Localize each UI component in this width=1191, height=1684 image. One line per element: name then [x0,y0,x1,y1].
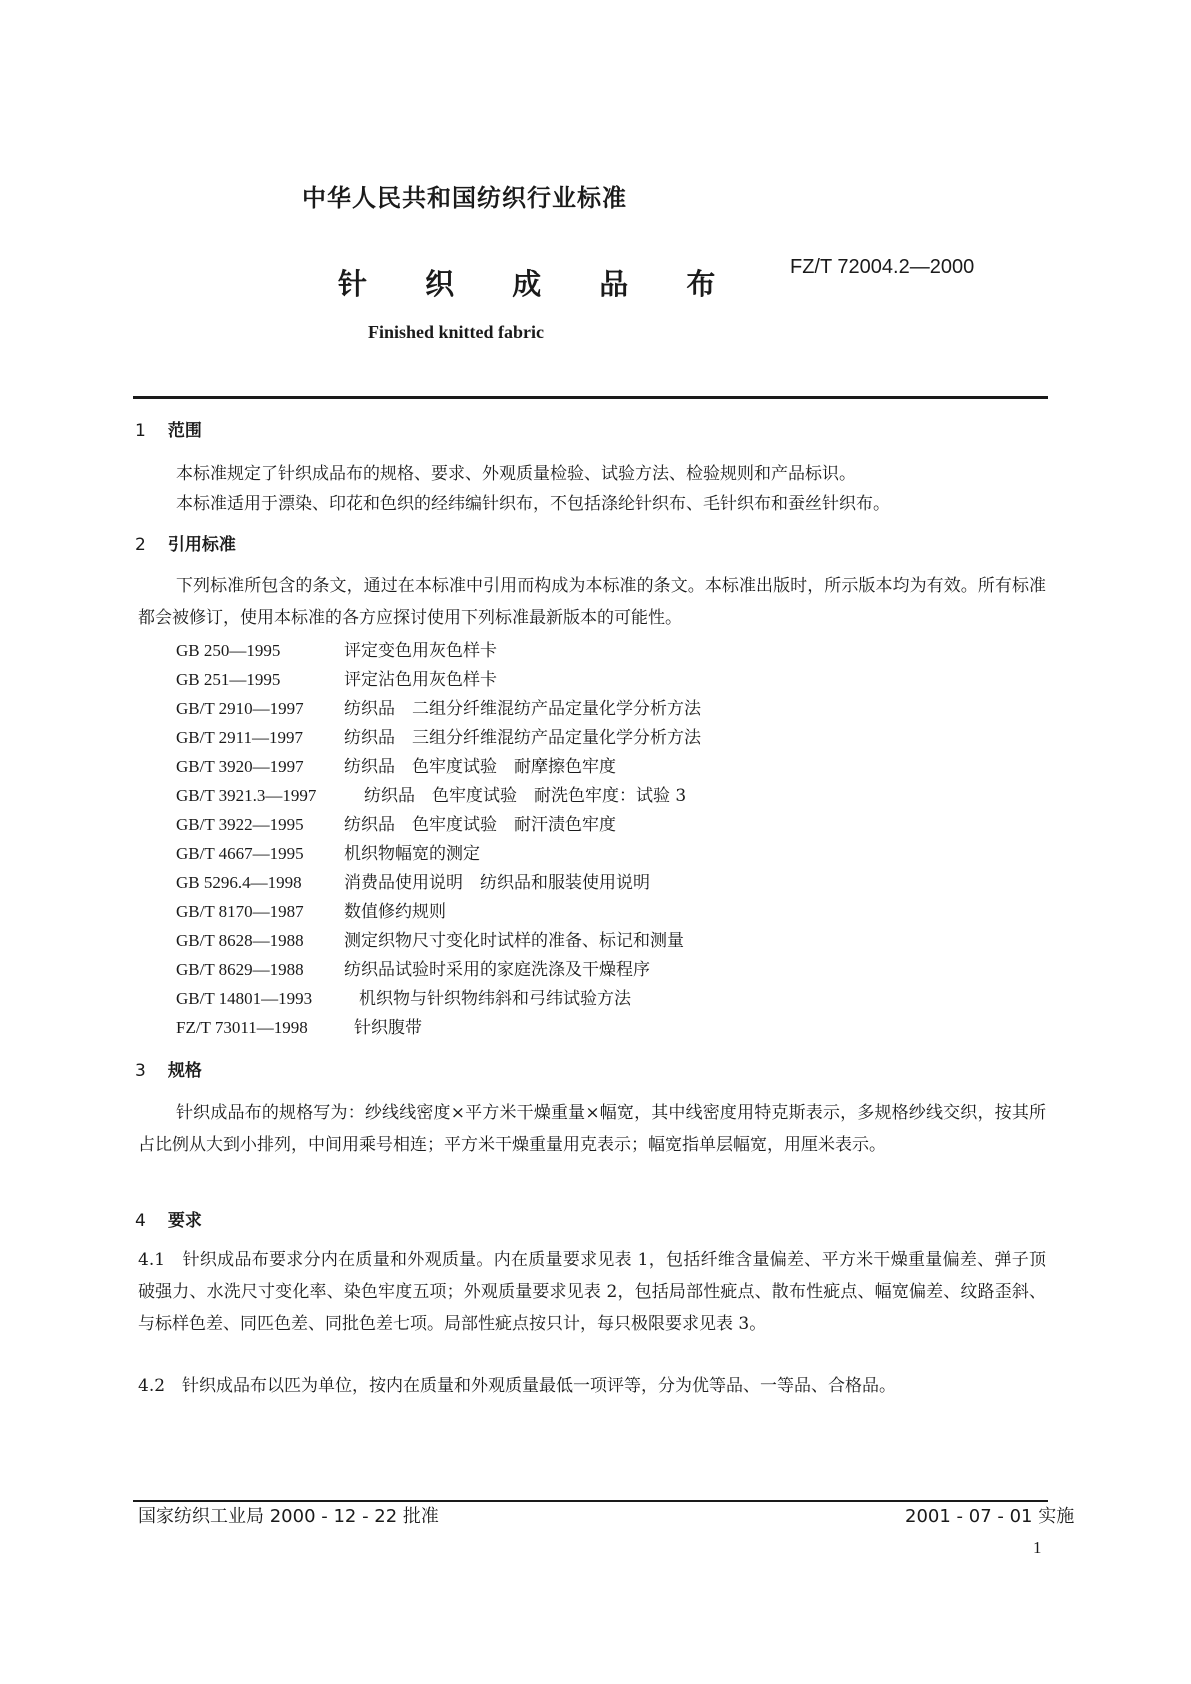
ref-title: 机织物与针织物纬斜和弓纬试验方法 [359,989,631,1009]
ref-title: 纺织品 二组分纤维混纺产品定量化学分析方法 [344,699,701,719]
reference-item [176,665,497,690]
header-divider [133,396,1048,399]
section-number: 3 [135,1061,146,1081]
paragraph: 本标准适用于漂染、印花和色织的经纬编针织布，不包括涤纶针织布、毛针织布和蚕丝针织布。 [176,494,890,514]
section-1-heading [135,416,202,441]
ref-title: 评定变色用灰色样卡 [344,641,497,661]
ref-title: 纺织品试验时采用的家庭洗涤及干燥程序 [344,960,650,980]
ref-title: 数值修约规则 [344,902,446,922]
ref-code: GB/T 8628—1988 [176,931,304,950]
approval-date: 国家纺织工业局 2000 - 12 - 22 批准 [138,1506,439,1527]
ref-code: GB/T 4667—1995 [176,844,304,863]
reference-item [176,810,616,835]
reference-item [176,1013,422,1038]
ref-code: GB 251—1995 [176,670,281,689]
paragraph: 下列标准所包含的条文，通过在本标准中引用而构成为本标准的条文。本标准出版时，所示版本均为有效。所有标准都会被修订，使用本标准的各方应探讨使用下列标准最新版本的可能性。 [138,576,1046,628]
ref-code: GB/T 2910—1997 [176,699,304,718]
clause-4-2: 4.2 针织成品布以匹为单位，按内在质量和外观质量最低一项评等，分为优等品、一等品、合格品。 [138,1376,897,1396]
section-4-heading [135,1206,202,1231]
reference-item [176,868,650,893]
ref-title: 消费品使用说明 纺织品和服装使用说明 [344,873,650,893]
ref-code: GB 5296.4—1998 [176,873,302,892]
ref-code: GB/T 3920—1997 [176,757,304,776]
section-3-heading [135,1056,202,1081]
reference-item [176,752,616,777]
section-title: 规格 [167,1061,202,1081]
reference-item [176,926,684,951]
section-number: 1 [135,421,146,441]
ref-code: GB/T 8170—1987 [176,902,304,921]
page-number: 1 [1033,1538,1042,1557]
section-2-heading [135,530,236,555]
reference-item [176,955,650,980]
paragraph: 本标准规定了针织成品布的规格、要求、外观质量检验、试验方法、检验规则和产品标识。 [176,464,856,484]
reference-item [176,984,631,1009]
section-title: 范围 [167,421,202,441]
section-number: 4 [135,1211,146,1231]
effective-date: 2001 - 07 - 01 实施 [905,1506,1075,1527]
ref-code: GB 250—1995 [176,641,281,660]
ref-title: 针织腹带 [354,1018,422,1038]
issuing-organization: 中华人民共和国纺织行业标准 [302,184,627,212]
ref-title: 机织物幅宽的测定 [344,844,480,864]
document-title: 针 织 成 品 布 [338,267,740,301]
clause-4-1: 4.1 针织成品布要求分内在质量和外观质量。内在质量要求见表 1，包括纤维含量偏差、平方米干燥重量偏差、弹子顶破强力、水洗尺寸变化率、染色牢度五项；外观质量要求见表 2，包括局部性疵点、散布性疵点、幅宽偏差、纹路歪斜、与标样色差、同匹色差、同批色差七项。局部性疵点按只计，每只极限要求见表 3。 [138,1250,1046,1334]
ref-code: GB/T 14801—1993 [176,989,313,1008]
reference-item [176,897,446,922]
reference-item [176,636,497,661]
english-subtitle: Finished knitted fabric [368,322,545,342]
standard-code: FZ/T 72004.2—2000 [790,256,975,278]
ref-title: 测定织物尺寸变化时试样的准备、标记和测量 [344,931,684,951]
paragraph: 针织成品布的规格写为：纱线线密度×平方米干燥重量×幅宽，其中线密度用特克斯表示，多规格纱线交织，按其所占比例从大到小排列，中间用乘号相连；平方米干燥重量用克表示；幅宽指单层幅宽，用厘米表示。 [138,1103,1046,1155]
section-title: 引用标准 [167,535,236,555]
reference-item [176,694,701,719]
reference-item [176,839,480,864]
ref-title: 评定沾色用灰色样卡 [344,670,497,690]
ref-code: GB/T 3921.3—1997 [176,786,317,805]
section-title: 要求 [167,1211,202,1231]
ref-code: GB/T 3922—1995 [176,815,304,834]
ref-code: FZ/T 73011—1998 [176,1018,308,1037]
ref-code: GB/T 2911—1997 [176,728,304,747]
ref-title: 纺织品 色牢度试验 耐摩擦色牢度 [344,757,616,777]
reference-item [176,723,701,748]
ref-title: 纺织品 色牢度试验 耐汗渍色牢度 [344,815,616,835]
section-number: 2 [135,535,146,555]
reference-item [176,781,686,806]
ref-title: 纺织品 三组分纤维混纺产品定量化学分析方法 [344,728,701,748]
ref-title: 纺织品 色牢度试验 耐洗色牢度：试验 3 [364,786,687,806]
ref-code: GB/T 8629—1988 [176,960,304,979]
